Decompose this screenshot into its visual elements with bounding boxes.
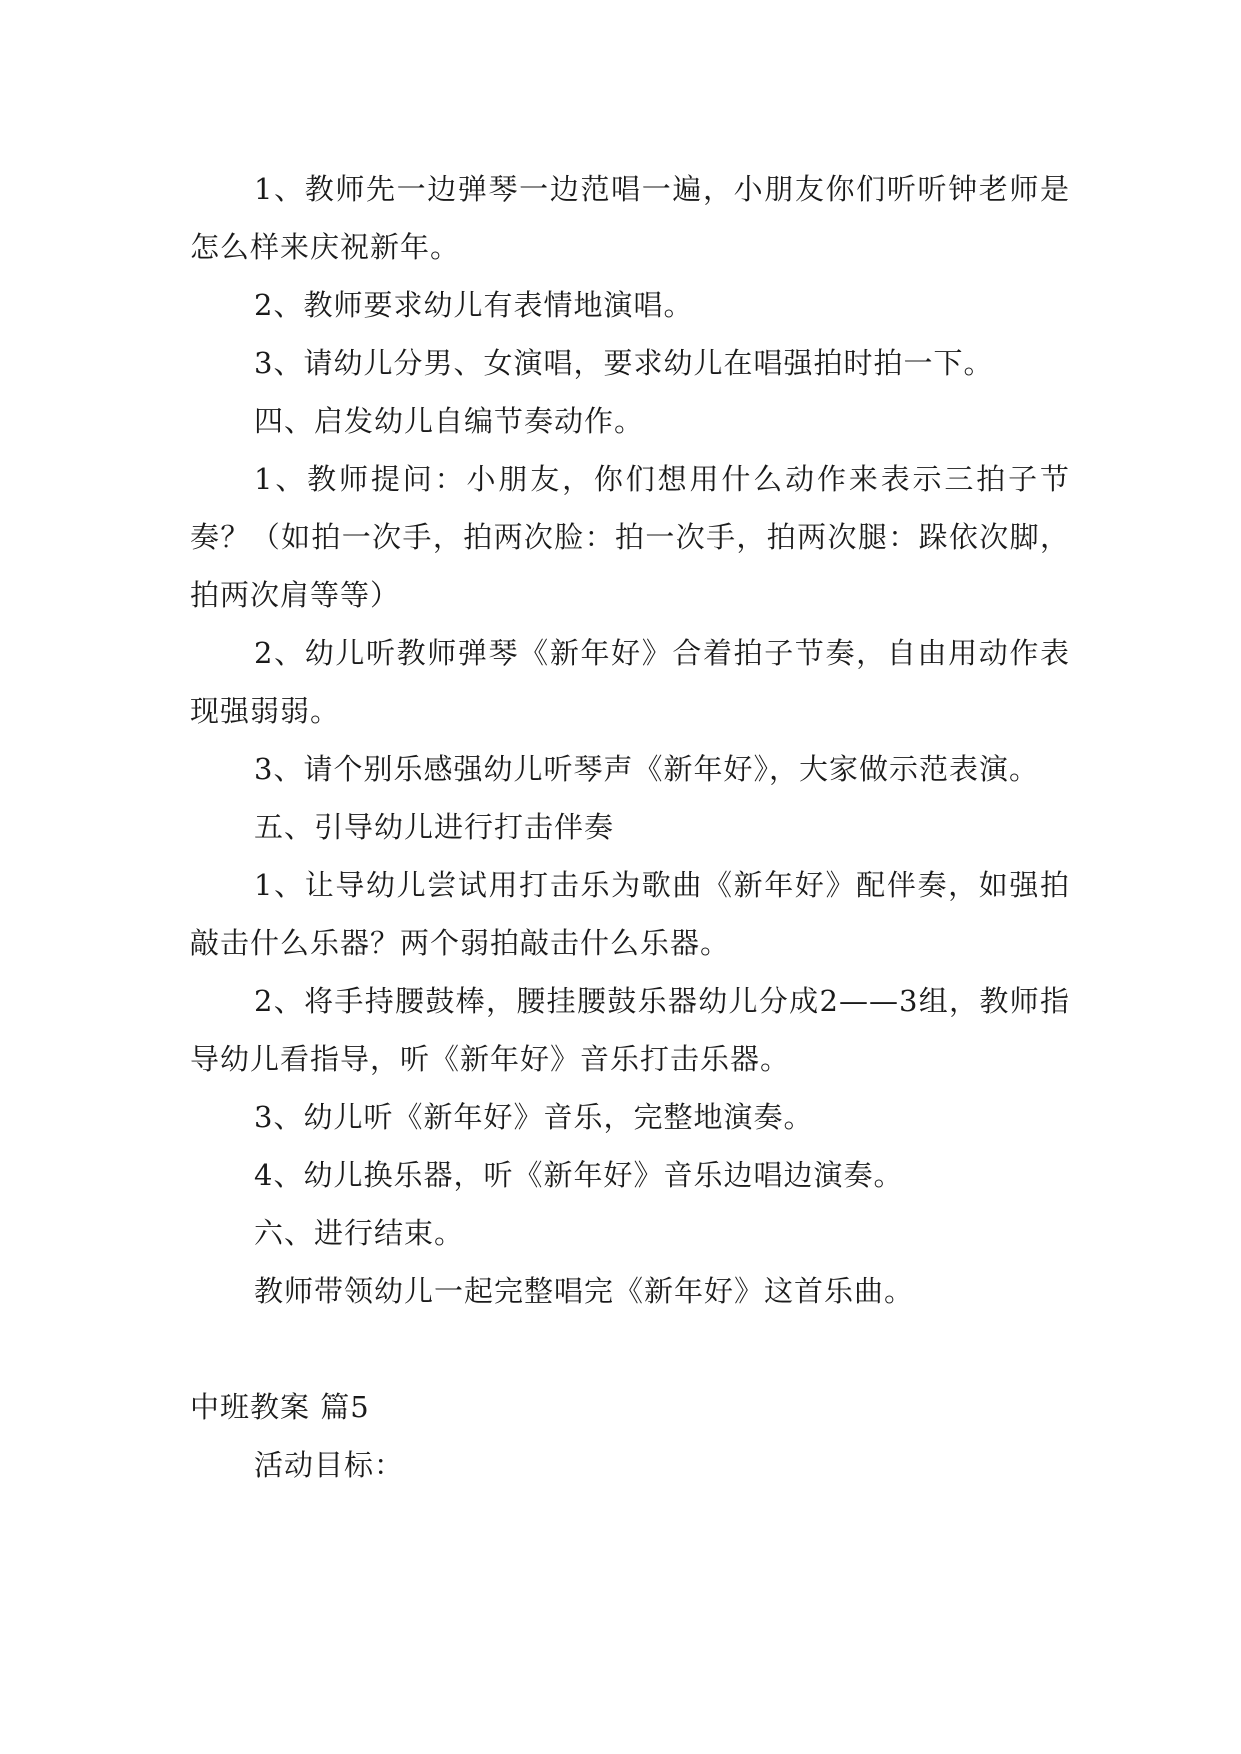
paragraph: 1、让导幼儿尝试用打击乐为歌曲《新年好》配伴奏，如强拍敲击什么乐器？两个弱拍敲击什么乐器。 <box>190 868 1070 960</box>
paragraph: 1、教师先一边弹琴一边范唱一遍，小朋友你们听听钟老师是怎么样来庆祝新年。 <box>190 172 1070 264</box>
paragraph: 2、教师要求幼儿有表情地演唱。 <box>254 288 694 322</box>
subheading: 活动目标： <box>254 1448 405 1482</box>
section-heading: 五、引导幼儿进行打击伴奏 <box>254 810 615 844</box>
paragraph: 4、幼儿换乐器，听《新年好》音乐边唱边演奏。 <box>254 1158 904 1192</box>
section-heading: 四、启发幼儿自编节奏动作。 <box>254 404 645 438</box>
paragraph: 3、请个别乐感强幼儿听琴声《新年好》，大家做示范表演。 <box>254 752 1039 786</box>
section-heading: 六、进行结束。 <box>254 1216 465 1250</box>
paragraph: 3、请幼儿分男、女演唱，要求幼儿在唱强拍时拍一下。 <box>254 346 994 380</box>
paragraph: 3、幼儿听《新年好》音乐，完整地演奏。 <box>254 1100 814 1134</box>
document-body <box>190 160 1070 1494</box>
paragraph: 2、将手持腰鼓棒，腰挂腰鼓乐器幼儿分成2——3组，教师指导幼儿看指导，听《新年好》音乐打击乐器。 <box>190 984 1070 1076</box>
paragraph: 2、幼儿听教师弹琴《新年好》合着拍子节奏，自由用动作表现强弱弱。 <box>190 636 1070 728</box>
paragraph: 1、教师提问：小朋友，你们想用什么动作来表示三拍子节奏？（如拍一次手，拍两次脸：拍一次手，拍两次腿：跺依次脚，拍两次肩等等） <box>190 462 1070 612</box>
section-title: 中班教案 篇5 <box>190 1390 370 1424</box>
paragraph: 教师带领幼儿一起完整唱完《新年好》这首乐曲。 <box>254 1274 915 1308</box>
